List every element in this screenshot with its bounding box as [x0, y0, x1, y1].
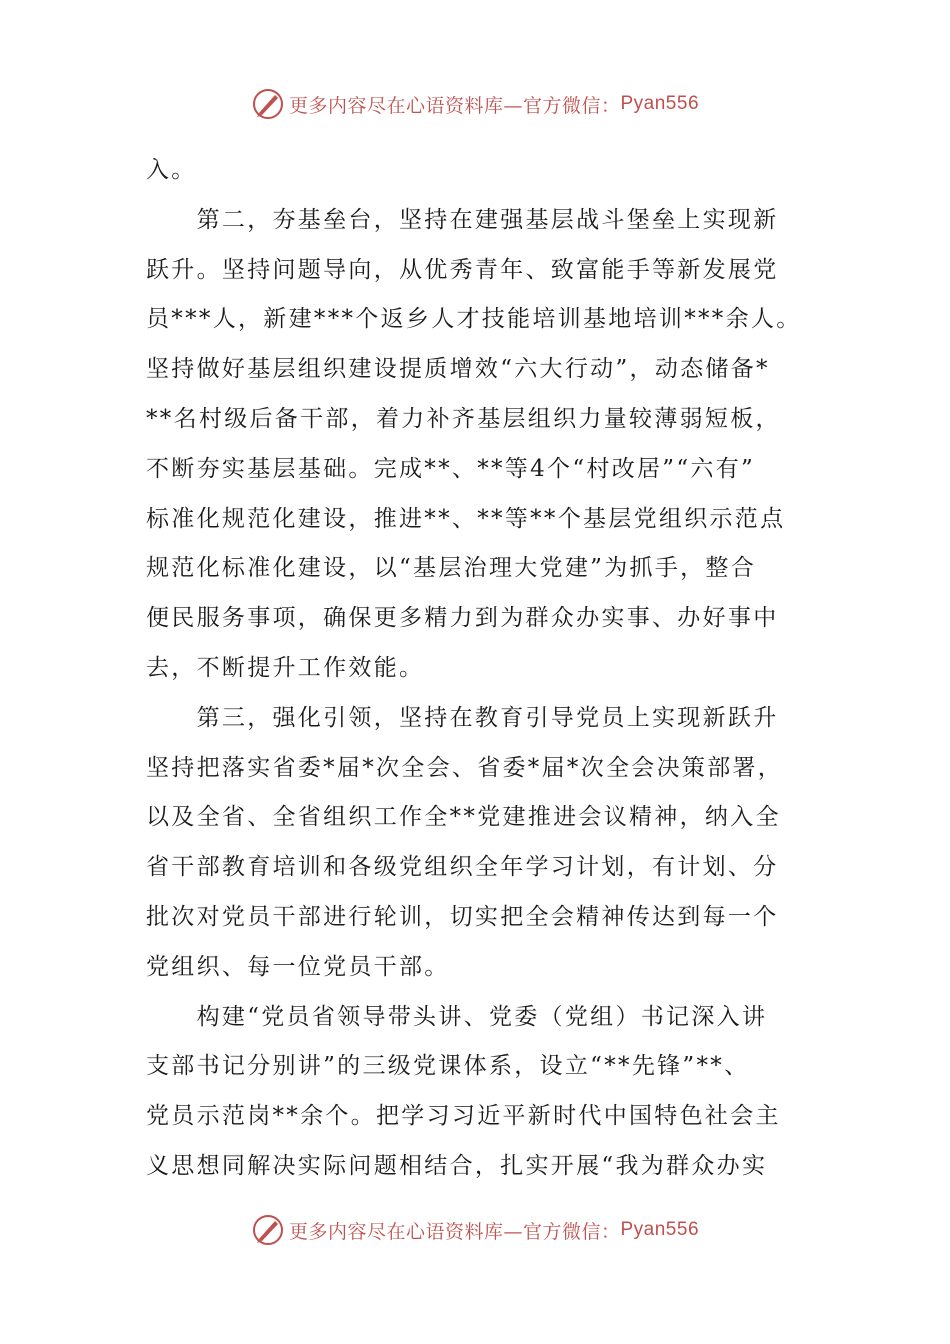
text-line: 以及全省、全省组织工作全**党建推进会议精神，纳入全 — [146, 804, 781, 831]
text-line: 第三，强化引领，坚持在教育引导党员上实现新跃升 — [146, 704, 779, 731]
watermark-text: 更多内容尽在心语资料库—官方微信： — [288, 1220, 621, 1243]
text-line: 党组织、每一位党员干部。 — [146, 953, 450, 980]
text-line: 规范化标准化建设，以“基层治理大党建”为抓手，整合 — [146, 555, 757, 582]
text-line: 支部书记分别讲”的三级党课体系，设立“**先锋”**、 — [146, 1053, 750, 1080]
watermark-text: 更多内容尽在心语资料库—官方微信： — [288, 94, 621, 117]
pen-logo-icon — [251, 87, 285, 121]
document-body — [146, 146, 806, 1192]
text-line: 义思想同解决实际问题相结合，扎实开展“我为群众办实 — [146, 1152, 768, 1179]
text-line: 构建“党员省领导带头讲、党委（党组）书记深入讲 — [146, 1003, 768, 1030]
text-line: 省干部教育培训和各级党组织全年学习计划，有计划、分 — [146, 854, 779, 881]
text-line: 坚持把落实省委*届*次全会、省委*届*次全会决策部署， — [146, 754, 784, 781]
text-line: **名村级后备干部，着力补齐基层组织力量较薄弱短板， — [146, 405, 781, 432]
text-line: 员***人，新建***个返乡人才技能培训基地培训***余人。 — [146, 306, 802, 333]
wechat-id: Pyan556 — [620, 1219, 700, 1240]
text-line: 跃升。坚持问题导向，从优秀青年、致富能手等新发展党 — [146, 256, 779, 283]
pen-logo-icon — [251, 1213, 285, 1247]
text-line: 坚持做好基层组织建设提质增效“六大行动”，动态储备* — [146, 356, 770, 383]
text-line: 第二，夯基垒台，坚持在建强基层战斗堡垒上实现新 — [146, 206, 779, 233]
text-line: 不断夯实基层基础。完成**、**等4个“村改居”“六有” — [146, 455, 756, 482]
text-line: 去，不断提升工作效能。 — [146, 654, 425, 681]
wechat-id: Pyan556 — [620, 93, 700, 114]
text-line: 标准化规范化建设，推进**、**等**个基层党组织示范点 — [146, 505, 786, 532]
text-line: 便民服务事项，确保更多精力到为群众办实事、办好事中 — [146, 605, 779, 632]
text-line: 党员示范岗**余个。把学习习近平新时代中国特色社会主 — [146, 1103, 781, 1130]
watermark-banner-bottom — [0, 1210, 950, 1250]
watermark-banner-top — [0, 84, 950, 124]
text-line: 入。 — [146, 157, 197, 183]
text-line: 批次对党员干部进行轮训，切实把全会精神传达到每一个 — [146, 903, 779, 930]
